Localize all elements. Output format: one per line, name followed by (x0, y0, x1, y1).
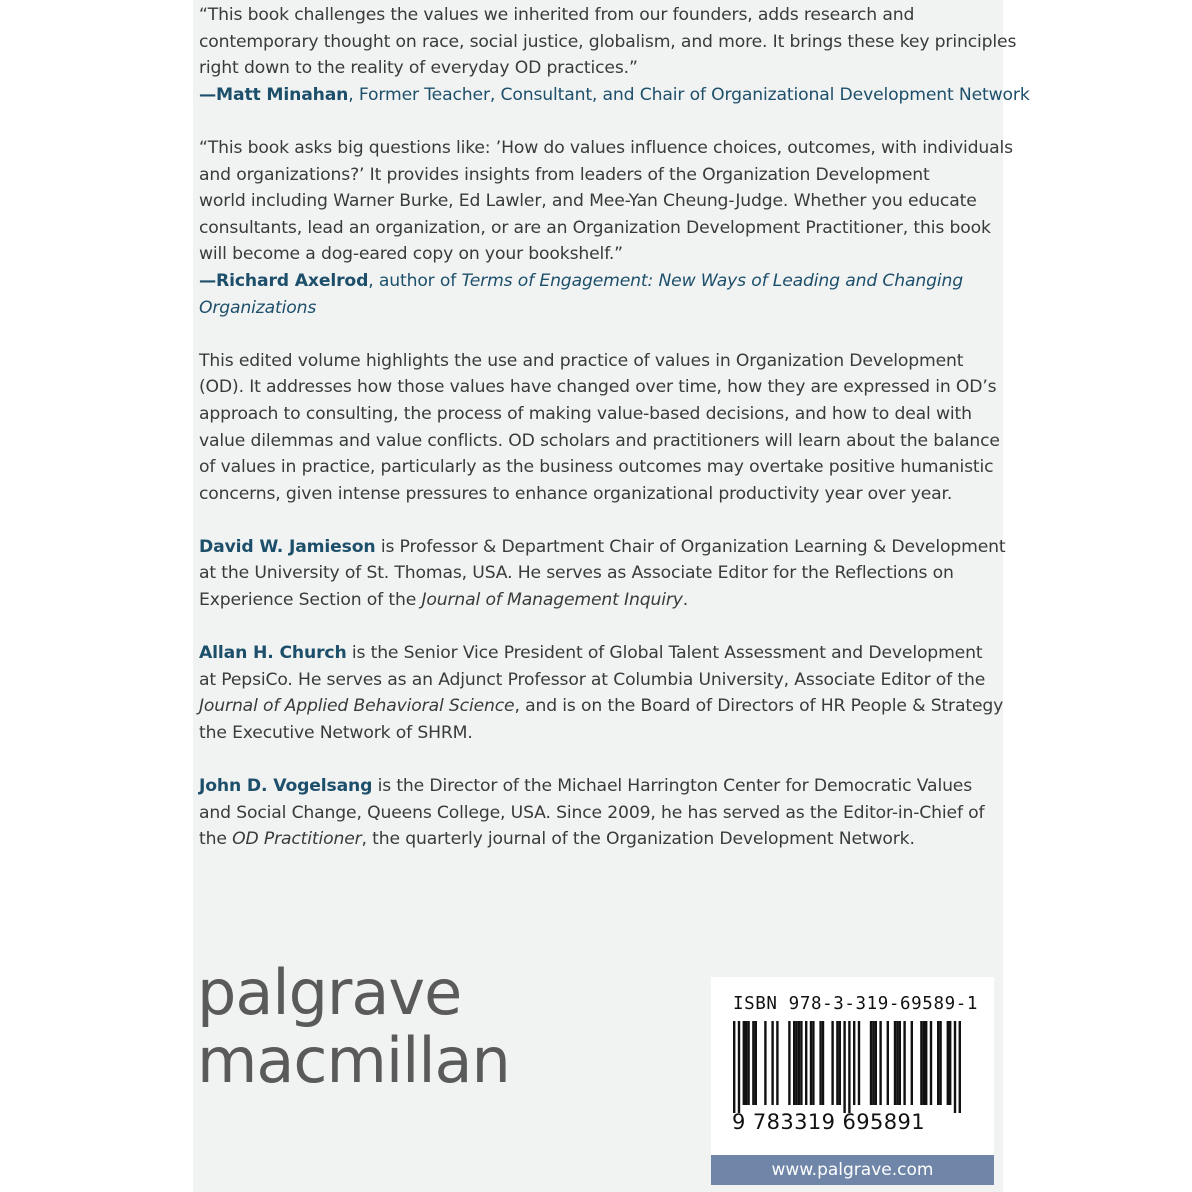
bio-line (199, 587, 999, 614)
barcode-bar (853, 1021, 855, 1105)
barcode-bar (745, 1021, 747, 1105)
description-line: value dilemmas and value conflicts. OD scholars and practitioners will learn about the balance (199, 430, 1000, 451)
barcode-bar (743, 1021, 745, 1105)
barcode-bar (896, 1021, 898, 1105)
barcode-bar (836, 1021, 838, 1105)
barcode-bar (805, 1021, 807, 1105)
barcode-bar (752, 1021, 754, 1105)
barcode-bar (843, 1021, 845, 1113)
bio-line (199, 826, 999, 853)
barcode-bar (810, 1021, 812, 1105)
quote-attribution (199, 82, 1030, 109)
bio-text: is Professor & Department Chair of Organization Learning & Development (375, 536, 1006, 557)
barcode-bar (771, 1021, 773, 1105)
quote-line: “This book asks big questions like: ’How do values influence choices, outcomes, with individuals (199, 137, 1013, 158)
barcode-bar (795, 1021, 797, 1105)
publisher-url[interactable]: www.palgrave.com (711, 1155, 994, 1185)
barcode-bar (872, 1021, 874, 1105)
editor-name: Allan H. Church (199, 643, 347, 664)
quote-line: will become a dog-eared copy on your bookshelf.” (199, 244, 623, 265)
description-line: This edited volume highlights the use and practice of values in Organization Development (199, 350, 964, 371)
bio-text: the (199, 829, 233, 850)
barcode-bar (930, 1021, 932, 1105)
bio-text: Experience Section of the (199, 590, 422, 611)
attribution-dash: — (199, 270, 217, 291)
barcode-bar (764, 1021, 766, 1105)
barcode-bar (899, 1021, 901, 1105)
bio-line: and Social Change, Queens College, USA. Since 2009, he has served as the Editor-in-Chief of (199, 802, 985, 823)
barcode-bar (755, 1021, 757, 1105)
barcode-bar (894, 1021, 896, 1105)
isbn-label: ISBN 978-3-319-69589-1 (733, 994, 978, 1014)
bio-vogelsang (199, 773, 999, 853)
barcode-bar (788, 1021, 790, 1105)
attribution-desc: , Former Teacher, Consultant, and Chair of Organizational Development Network (348, 84, 1030, 105)
bio-line (199, 534, 1006, 561)
bio-line (199, 693, 1004, 720)
barcode-bar (800, 1021, 802, 1105)
journal-title: Journal of Management Inquiry (421, 590, 683, 611)
description-line: concerns, given intense pressures to enhance organizational productivity year over year. (199, 483, 953, 504)
bio-text: is the Director of the Michael Harrington Center for Democratic Values (372, 776, 973, 797)
barcode-bar (887, 1021, 889, 1105)
barcode-bar (923, 1021, 925, 1105)
barcode-bar (920, 1021, 922, 1105)
barcode-bar (875, 1021, 877, 1105)
description-line: of values in practice, particularly as the business outcomes may overtake positive humanistic (199, 457, 994, 478)
barcode-bar (812, 1021, 814, 1105)
quote-line: right down to the reality of everyday OD practices.” (199, 58, 638, 79)
barcode-bar (733, 1021, 735, 1113)
attribution-desc: , author of (368, 270, 462, 291)
barcode-bar (949, 1021, 951, 1105)
barcode-bar (747, 1021, 749, 1105)
ean-digits: 9 783319 695891 (732, 1110, 926, 1134)
back-cover (193, 0, 1030, 1192)
barcode-bar (870, 1021, 872, 1105)
quote-axelrod (199, 135, 1013, 321)
barcode-bar (793, 1021, 795, 1105)
isbn-barcode (711, 977, 994, 1155)
barcode-bar (776, 1021, 778, 1105)
barcode-bar (947, 1021, 949, 1105)
quote-line: world including Warner Burke, Ed Lawler, and Mee-Yan Cheung-Judge. Whether you educate (199, 191, 977, 212)
description-line: approach to consulting, the process of making value-based decisions, and how to deal with (199, 403, 972, 424)
logo-line-macmillan: macmillan (197, 1024, 510, 1097)
barcode-bar (839, 1021, 841, 1105)
logo-line-palgrave: palgrave (197, 956, 462, 1029)
barcode-bar (954, 1021, 956, 1113)
editor-name: David W. Jamieson (199, 536, 376, 557)
bio-text: , and is on the Board of Directors of HR People & Strategy (514, 696, 1004, 717)
bio-church (199, 640, 1004, 746)
barcode-bar (925, 1021, 927, 1105)
barcode-bar (879, 1021, 881, 1105)
attribution-name: Richard Axelrod (216, 270, 369, 291)
bio-line (199, 640, 999, 667)
barcode-bar (937, 1021, 939, 1105)
attribution-name: Matt Minahan (216, 84, 349, 105)
bio-line: at the University of St. Thomas, USA. He serves as Associate Editor for the Reflections on (199, 563, 954, 584)
bio-line: the Executive Network of SHRM. (199, 723, 473, 744)
barcode-bar (822, 1021, 824, 1105)
attribution-book-title: Terms of Engagement: New Ways of Leading and Changing (461, 270, 964, 291)
bio-line (199, 773, 999, 800)
barcode-bar (903, 1021, 905, 1105)
quote-line: “This book challenges the values we inherited from our founders, adds research and (199, 5, 915, 25)
journal-title: OD Practitioner (232, 829, 362, 850)
barcode-bar (848, 1021, 850, 1113)
quote-line: consultants, lead an organization, or are an Organization Development Practitioner, this book (199, 217, 991, 238)
bio-line: at PepsiCo. He serves as an Adjunct Professor at Columbia University, Associate Editor of the (199, 669, 986, 690)
barcode-bar (798, 1021, 800, 1105)
quote-line: contemporary thought on race, social justice, globalism, and more. It brings these key principles (199, 31, 1017, 52)
quote-line: and organizations?’ It provides insights from leaders of the Organization Development (199, 164, 930, 185)
barcode-bar (939, 1021, 941, 1105)
barcode-bars (733, 1021, 973, 1113)
description-line: (OD). It addresses how those values have changed over time, how they are expressed in OD’s (199, 377, 997, 398)
barcode-bar (911, 1021, 913, 1105)
barcode-bar (819, 1021, 821, 1105)
journal-title: Journal of Applied Behavioral Science (199, 696, 515, 717)
attribution-dash: — (199, 84, 217, 105)
text-block (199, 2, 1030, 880)
barcode-bar (858, 1021, 860, 1105)
barcode-bar (959, 1021, 961, 1113)
editor-name: John D. Vogelsang (199, 776, 373, 797)
attribution-book-title-cont: Organizations (199, 297, 317, 318)
quote-attribution (199, 268, 999, 295)
bio-text: . (682, 590, 689, 611)
publisher-logo (197, 958, 510, 1096)
barcode-bar (738, 1021, 740, 1113)
barcode-bar (831, 1021, 833, 1105)
quote-minahan (199, 2, 1030, 108)
bio-text: , the quarterly journal of the Organization Development Network. (361, 829, 915, 850)
bio-jamieson (199, 534, 1006, 614)
bio-text: is the Senior Vice President of Global Talent Assessment and Development (346, 643, 983, 664)
book-description (199, 348, 999, 508)
